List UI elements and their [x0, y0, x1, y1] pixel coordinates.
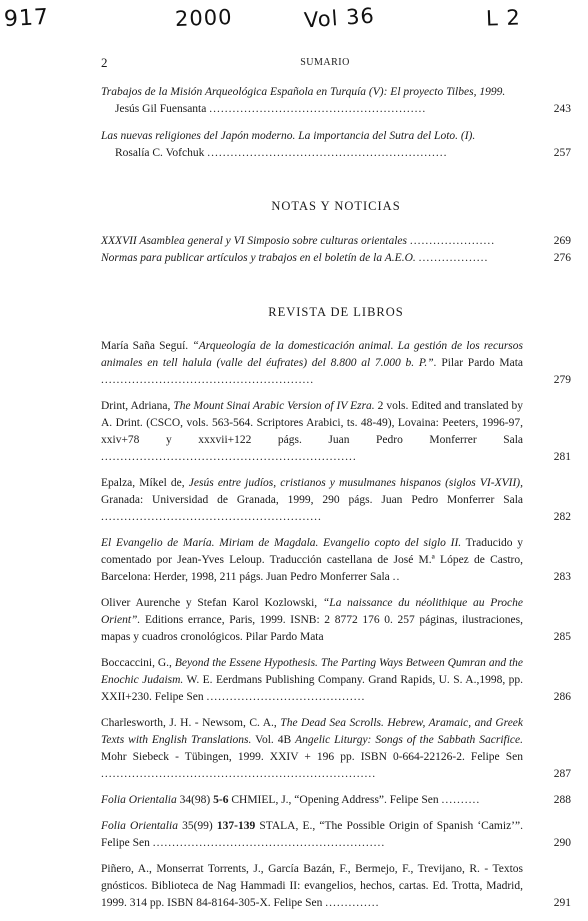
entry-details: Vol. 4B — [255, 734, 292, 746]
entry-author: Jesús Gil Fuensanta — [115, 103, 207, 115]
toc-entry — [101, 398, 571, 466]
entry-title: “La naissance du néolithique au Proche Orient”. — [101, 597, 524, 626]
toc-entry — [101, 818, 571, 852]
toc-entry — [101, 250, 571, 267]
entry-title: El Evangelio de María. Miriam de Magdala. Evangelio copto del siglo II. — [101, 537, 462, 549]
journal-volume: 34(98) — [179, 794, 211, 806]
entry-details: W. E. Eerdmans Publishing Company. Grand Rapids, U. S. A.,1998, pp. XXII+230. Felipe Sen — [101, 674, 524, 703]
entry-author: Epalza, Míkel de, — [101, 477, 185, 489]
entry-details: STALA, E., “The Possible Origin of Spanish ‘Camiz’”. Felipe Sen — [101, 820, 523, 849]
handwritten-note-number: 917 — [3, 4, 50, 33]
dot-leader: ......................................................... — [101, 511, 322, 523]
entry-subtitle: Angelic Liturgy: Songs of the Sabbath Sacrifice. — [295, 734, 523, 746]
toc-entry — [101, 233, 571, 250]
dot-leader: ........................................................ — [209, 103, 427, 115]
toc-entry — [101, 338, 571, 389]
entry-title: XXXVII Asamblea general y VI Simposio sobre culturas orientales — [101, 235, 407, 247]
entry-page: 269 — [553, 235, 571, 247]
entry-details: 2 vols. Edited and translated by A. Drint. (CSCO, vols. 563-564. Scriptores Arabici, ts. 48-49), Lovaina: Peeters, 1996-97, xxiv+78 y xxxvii+122 págs. Juan Pedro Monferrer Sala — [101, 400, 524, 446]
handwritten-note-year: 2000 — [174, 5, 233, 31]
toc-entry — [101, 475, 571, 526]
handwritten-note-code: L 2 — [485, 5, 522, 31]
entry-page: 283 — [553, 571, 571, 583]
journal-volume: 35(99) — [182, 820, 213, 832]
toc-entry — [101, 655, 571, 706]
entry-title: “Arqueología de la domesticación animal. La gestión de los recursos animales en tell halula (valle del éufrates) del 8.800 al 7.000 b. P.”. — [101, 340, 524, 369]
entry-page: 276 — [553, 252, 571, 264]
entry-details: Editions errance, Paris, 1999. ISNB: 2 8772 176 0. 257 páginas, ilustraciones, mapas y cuadros cronológicos. Pilar Pardo Mata — [101, 614, 524, 643]
entry-author: María Saña Seguí. — [101, 340, 189, 352]
entry-author: Rosalía C. Vofchuk — [115, 147, 205, 159]
dot-leader: .................. — [418, 252, 489, 264]
entry-title: Trabajos de la Misión Arqueológica Española en Turquía (V): El proyecto Tilbes, 1999. — [101, 86, 506, 98]
section-heading-notas: NOTAS Y NOTICIAS — [271, 199, 401, 213]
toc-entry — [101, 535, 571, 586]
entry-details: Pilar Pardo Mata — [441, 357, 523, 369]
dot-leader: .................................................................. — [101, 451, 357, 463]
dot-leader: ...................... — [409, 235, 496, 247]
journal-pages: 137-139 — [216, 820, 256, 832]
entry-author: Oliver Aurenche y Stefan Karol Kozlowski, — [101, 597, 318, 609]
entry-page: 282 — [553, 511, 571, 523]
section-heading-revista: REVISTA DE LIBROS — [268, 305, 404, 319]
dot-leader: .......... — [441, 794, 481, 806]
toc-entry — [101, 128, 571, 162]
dot-leader: .. — [392, 571, 401, 583]
toc-entry — [101, 715, 571, 783]
entry-author: Charlesworth, J. H. - Newsom, C. A., — [101, 717, 277, 729]
toc-entry — [101, 861, 571, 912]
entry-page: 286 — [553, 691, 571, 703]
toc-entry — [101, 84, 571, 118]
dot-leader: ....................................................................... — [101, 768, 377, 780]
entry-page: 285 — [553, 631, 571, 643]
entry-page: 290 — [553, 837, 571, 849]
journal-name: Folia Orientalia — [101, 820, 178, 832]
entry-author: Boccaccini, G., — [101, 657, 172, 669]
entry-details: Granada: Universidad de Granada, 1999, 290 págs. Juan Pedro Monferrer Sala — [101, 494, 523, 506]
dot-leader: .............................................................. — [207, 147, 448, 159]
entry-details: Traducido y comentado por Jean-Yves Leloup. Traducción castellana de José M.ª López de Castro, Barcelona: Herder, 1998, 211 págs. Juan Pedro Monferrer Sala — [101, 537, 523, 583]
journal-name: Folia Orientalia — [101, 794, 177, 806]
entry-details: Mohr Siebeck - Tübingen, 1999. XXIV + 196 pp. ISBN 0-664-22126-2. Felipe Sen — [101, 751, 523, 763]
entry-author: Drint, Adriana, — [101, 400, 171, 412]
entry-title: The Dead Sea Scrolls. Hebrew, Aramaic, and Greek Texts with English Translations. — [101, 717, 524, 746]
entry-title: Normas para publicar artículos y trabajos en el boletín de la A.E.O. — [101, 252, 416, 264]
toc-entry — [101, 792, 571, 809]
page-number: 2 — [101, 55, 108, 70]
dot-leader: .............. — [325, 897, 380, 909]
dot-leader: ....................................................... — [101, 374, 315, 386]
entry-page: 257 — [553, 147, 571, 159]
entry-page: 287 — [553, 768, 571, 780]
dot-leader: ............................................................ — [152, 837, 386, 849]
toc-entry — [101, 595, 571, 646]
entry-page: 288 — [553, 794, 571, 806]
entry-title: Las nuevas religiones del Japón moderno. La importancia del Sutra del Loto. (I). — [101, 130, 476, 142]
entry-title: The Mount Sinai Arabic Version of IV Ezra. — [173, 400, 375, 412]
entry-title: Beyond the Essene Hypothesis. The Parting Ways Between Qumran and the Enochic Judaism. — [101, 657, 524, 686]
entry-page: 291 — [553, 897, 571, 909]
entry-title: Jesús entre judíos, cristianos y musulmanes hispanos (siglos VI-XVII), — [188, 477, 523, 489]
dot-leader: ......................................... — [206, 691, 366, 703]
journal-pages: 5-6 — [213, 794, 229, 806]
running-head: SUMARIO — [300, 57, 350, 68]
entry-page: 279 — [553, 374, 571, 386]
table-of-contents — [101, 82, 571, 921]
entry-details: Piñero, A., Monserrat Torrents, J., García Bazán, F., Bermejo, F., Trevijano, R. - Textos gnósticos. Biblioteca de Nag Hammadi II: evangelios, hechos, cartas. Ed. Trotta, Madrid, 1999. 314 pp. ISBN 84-8164-305-X. Felipe Sen — [101, 863, 523, 909]
handwritten-note-volume: Vol 36 — [303, 3, 376, 33]
entry-details: CHMIEL, J., “Opening Address”. Felipe Sen — [231, 794, 439, 806]
entry-page: 243 — [553, 103, 571, 115]
entry-page: 281 — [553, 451, 571, 463]
